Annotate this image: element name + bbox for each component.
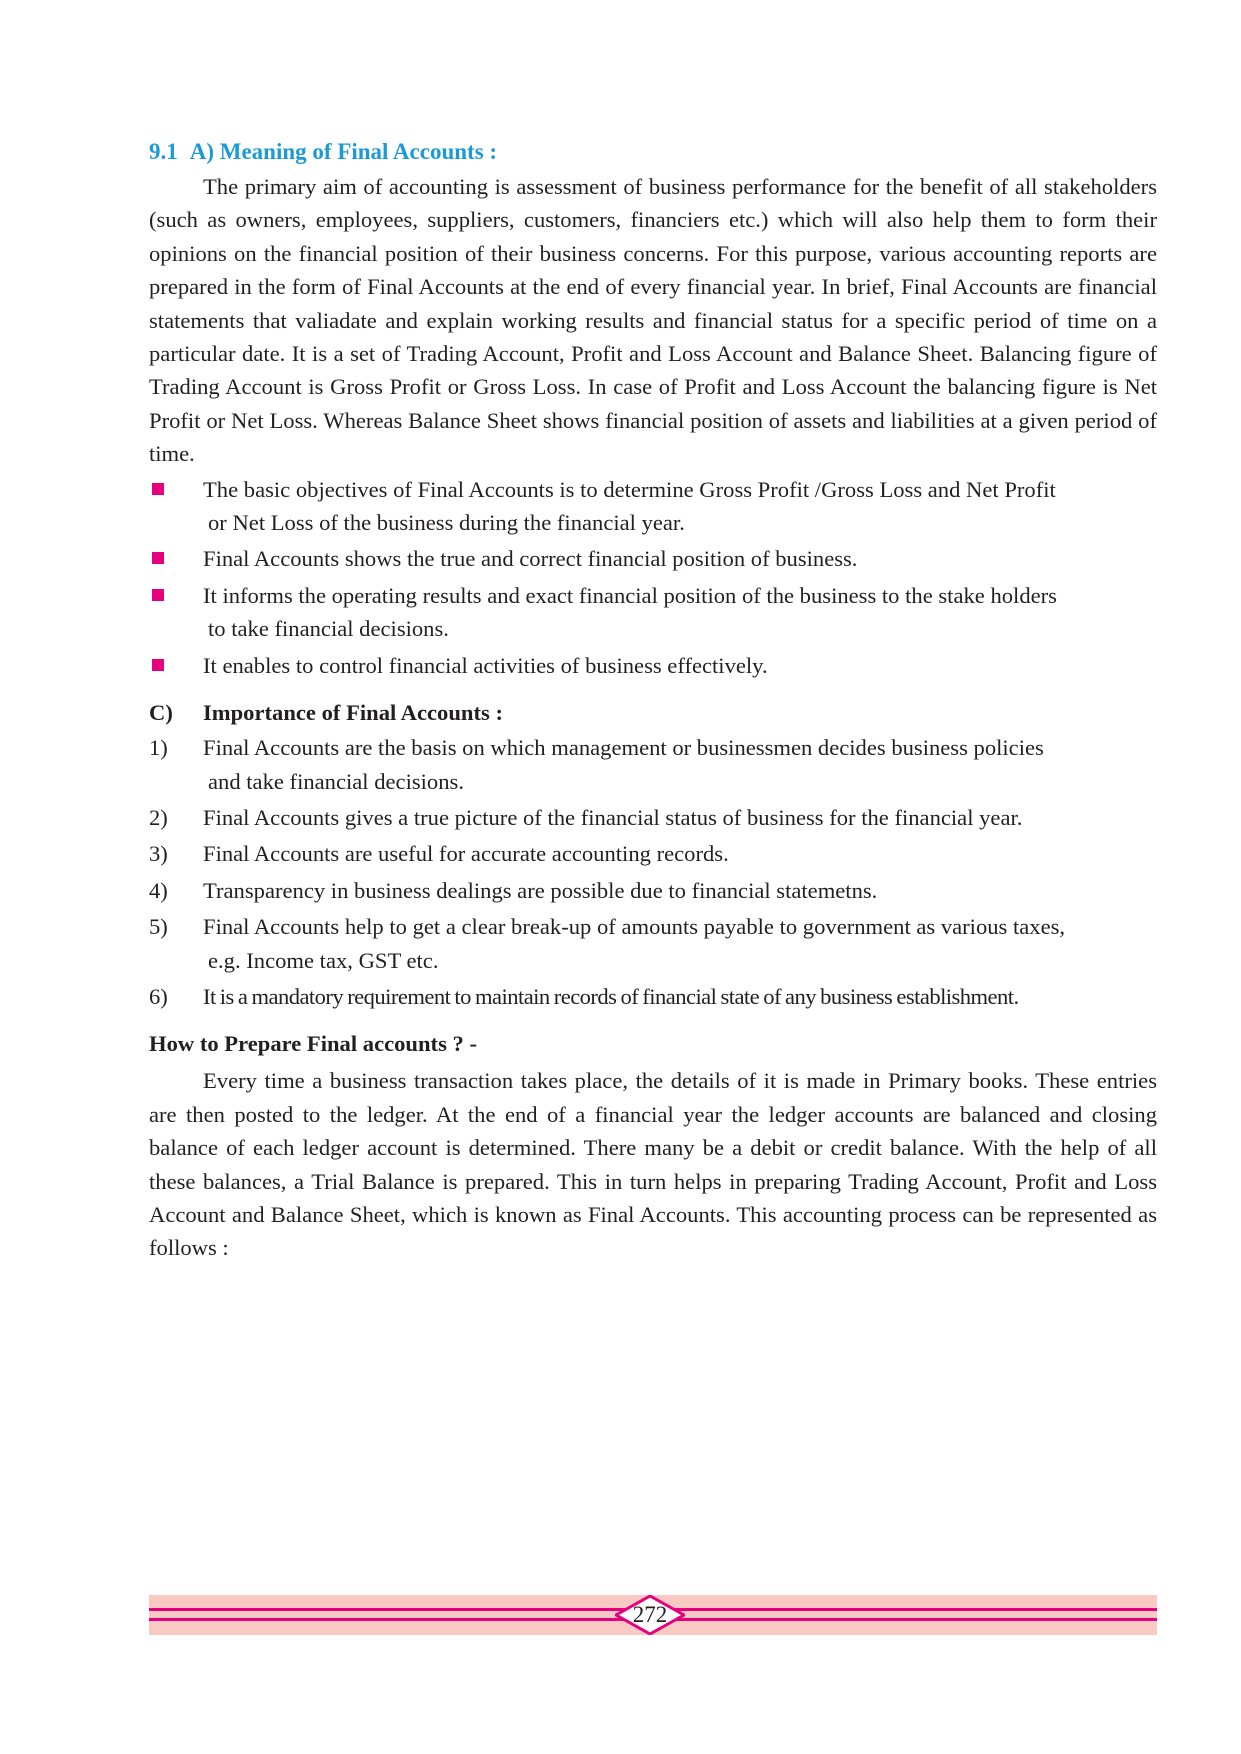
item-text: Final Accounts help to get a clear break-up of amounts payable to government as various taxes, [203, 914, 1066, 940]
item-text: Final Accounts gives a true picture of the financial status of business for the financial year. [203, 804, 1023, 830]
page-content [149, 136, 1157, 1265]
item-number: 6) [149, 983, 168, 1009]
list-item [149, 579, 1157, 646]
list-item [149, 649, 1157, 682]
item-text-continued: and take financial decisions. [208, 768, 464, 794]
square-bullet-icon [152, 659, 164, 671]
section-a-heading [149, 136, 1157, 168]
item-text: Final Accounts are useful for accurate accounting records. [203, 841, 729, 867]
bullet-text: It enables to control financial activities of business effectively. [203, 652, 768, 678]
item-number: 3) [149, 841, 168, 867]
meaning-paragraph: The primary aim of accounting is assessment of business performance for the benefit of all stakeholders (such as owners, employees, suppliers, customers, financiers etc.) which will also help them to form their opinions on the financial position of their business concerns. For this purpose, various accounting reports are prepared in the form of Final Accounts at the end of every financial year. In brief, Final Accounts are financial statements that valiadate and explain working results and financial status for a specific period of time on a particular date. It is a set of Trading Account, Profit and Loss Account and Balance Sheet. Balancing figure of Trading Account is Gross Profit or Gross Loss. In case of Profit and Loss Account the balancing figure is Net Profit or Net Loss. Whereas Balance Sheet shows financial position of assets and liabilities at a given period of time. [149, 174, 1157, 467]
list-item [149, 910, 1157, 977]
section-c-title: Importance of Final Accounts : [203, 700, 503, 726]
square-bullet-icon [152, 552, 164, 564]
item-number: 5) [149, 914, 168, 940]
bullet-text-continued: or Net Loss of the business during the financial year. [208, 510, 685, 536]
page-footer [149, 1595, 1157, 1635]
bullet-text: The basic objectives of Final Accounts is to determine Gross Profit /Gross Loss and Net Profit [203, 476, 1056, 502]
section-a-title: A) Meaning of Final Accounts : [189, 139, 498, 164]
page-number: 272 [632, 1602, 668, 1627]
how-to-heading: How to Prepare Final accounts ? - [149, 1031, 477, 1057]
item-number: 1) [149, 735, 168, 761]
how-to-paragraph: Every time a business transaction takes place, the details of it is made in Primary books. These entries are then posted to the ledger. At the end of a financial year the ledger accounts are balanced and closing balance of each ledger account is determined. There many be a debit or credit balance. With the help of all these balances, a Trial Balance is prepared. This in turn helps in preparing Trading Account, Profit and Loss Account and Balance Sheet, which is known as Final Accounts. This accounting process can be represented as follows : [149, 1068, 1157, 1261]
list-item [149, 837, 1157, 870]
bullet-text: Final Accounts shows the true and correct financial position of business. [203, 546, 858, 572]
item-number: 2) [149, 804, 168, 830]
item-text: Transparency in business dealings are possible due to financial statemetns. [203, 877, 878, 903]
list-item [149, 731, 1157, 798]
section-number: 9.1 [149, 139, 178, 164]
item-text-continued: e.g. Income tax, GST etc. [208, 947, 439, 973]
item-number: 4) [149, 877, 168, 903]
section-c-marker: C) [149, 700, 173, 726]
list-item [149, 980, 1157, 1013]
objectives-list [149, 473, 1157, 682]
square-bullet-icon [152, 589, 164, 601]
square-bullet-icon [152, 483, 164, 495]
list-item [149, 874, 1157, 907]
bullet-text-continued: to take financial decisions. [208, 616, 449, 642]
item-text: Final Accounts are the basis on which management or businessmen decides business policies [203, 735, 1044, 761]
section-c-heading [149, 696, 1157, 729]
bullet-text: It informs the operating results and exact financial position of the business to the stake holders [203, 582, 1057, 608]
list-item [149, 801, 1157, 834]
importance-list [149, 731, 1157, 1013]
item-text: It is a mandatory requirement to maintain records of financial state of any business establishment. [203, 983, 1019, 1009]
list-item [149, 473, 1157, 540]
list-item [149, 542, 1157, 575]
